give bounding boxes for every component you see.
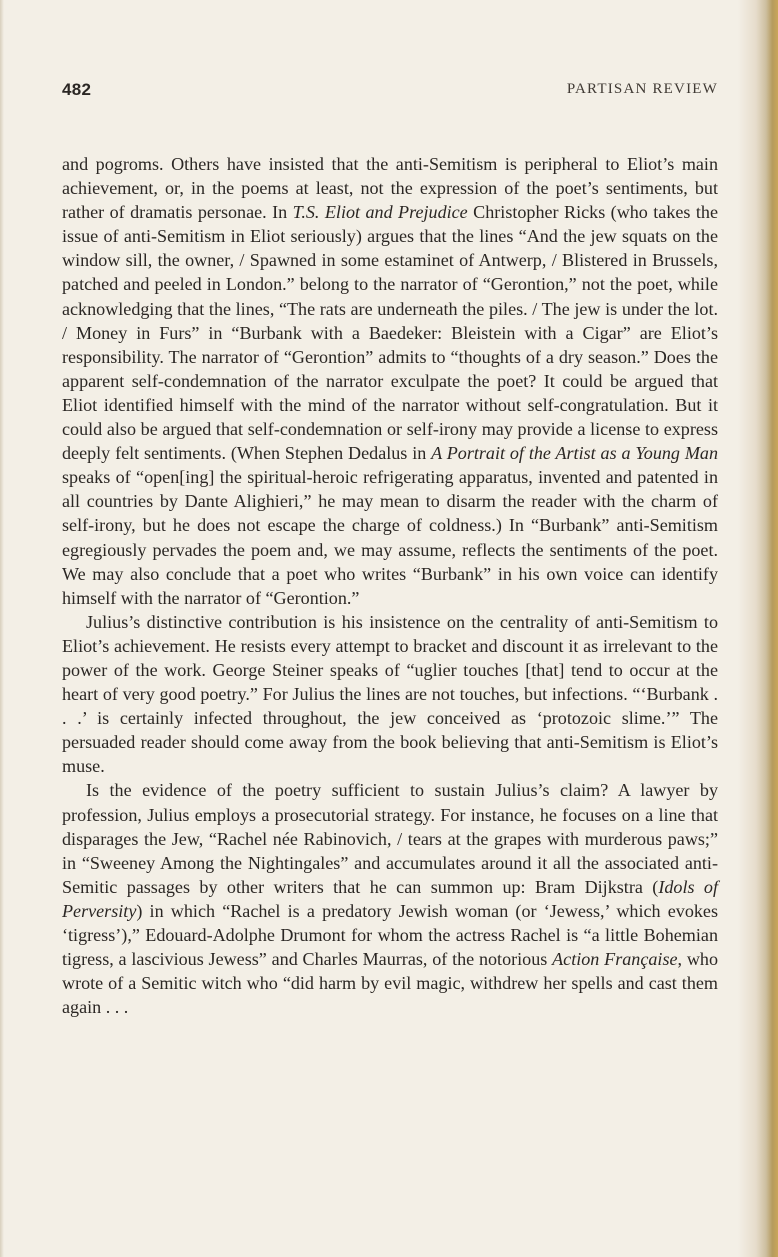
paragraph: Julius’s distinctive contribution is his insistence on the centrality of anti-Semitism to Eliot’s achievement. He resists every attempt to bracket and discount it as irrelevant to the power of the work. George Steiner speaks of “uglier touches [that] tend to occur at the heart of very good poetry.” For Julius the lines are not touches, but infections. “‘Burbank . . .’ is certainly infected throughout, the jew conceived as ‘protozoic slime.’” The persuaded reader should come away from the book believing that anti-Semitism is Eliot’s muse. xyxy=(62,611,718,777)
page-gutter-left xyxy=(0,0,4,1257)
page-edge-right xyxy=(738,0,778,1257)
page-number: 482 xyxy=(62,80,92,99)
running-head: PARTISAN REVIEW xyxy=(566,81,718,97)
page-header xyxy=(62,80,718,106)
paragraph: Is the evidence of the poetry sufficient to sustain Julius’s claim? A lawyer by profession, Julius employs a prosecutorial strategy. For instance, he focuses on a line that disparages the Jew, “Rachel née Rabinovich, / tears at the grapes with murderous paws;” in “Sweeney Among the Nightingales” and accumulates around it all the associated anti-Semitic passages by other writers that he can summon up: Bram Dijkstra (Idols of Perversity) in which “Rachel is a predatory Jewish woman (or ‘Jewess,’ which evokes ‘tigress’),” Edouard-Adolphe Drumont for whom the actress Rachel is “a little Bohemian tigress, a lascivious Jewess” and Charles Maurras, of the notorious Action Française, who wrote of a Semitic witch who “did harm by evil magic, withdrew her spells and cast them again . . . xyxy=(62,780,719,1018)
paragraph: and pogroms. Others have insisted that the anti-Semitism is peripheral to Eliot’s main achievement, or, in the poems at least, not the expression of the poet’s sentiments, but rather of dramatis personae. In T.S. Eliot and Prejudice Christopher Ricks (who takes the issue of anti-Semitism in Eliot seriously) argues that the lines “And the jew squats on the window sill, the owner, / Spawned in some estaminet of Antwerp, / Blistered in Brussels, patched and peeled in London.” belong to the narrator of “Gerontion,” not the poet, while acknowledging that the lines, “The rats are underneath the piles. / The jew is under the lot. / Money in Furs” in “Burbank with a Baedeker: Bleistein with a Cigar” are Eliot’s responsibility. The narrator of “Gerontion” admits to “thoughts of a dry season.” Does the apparent self-condemnation of the narrator exculpate the poet? It could be argued that Eliot identified himself with the mind of the narrator without self-congratulation. But it could also be argued that self-condemnation or self-irony may provide a license to express deeply felt sentiments. (When Stephen Dedalus in A Portrait of the Artist as a Young Man speaks of “open[ing] the spiritual-heroic refrigerating apparatus, invented and patented in all countries by Dante Alighieri,” he may mean to disarm the reader with the charm of self-irony, but he does not escape the charge of coldness.) In “Burbank” anti-Semitism egregiously pervades the poem and, we may assume, reflects the sentiments of the poet. We may also conclude that a poet who writes “Burbank” in his own voice can identify himself with the narrator of “Gerontion.” xyxy=(62,154,718,608)
body-text xyxy=(62,152,718,1019)
